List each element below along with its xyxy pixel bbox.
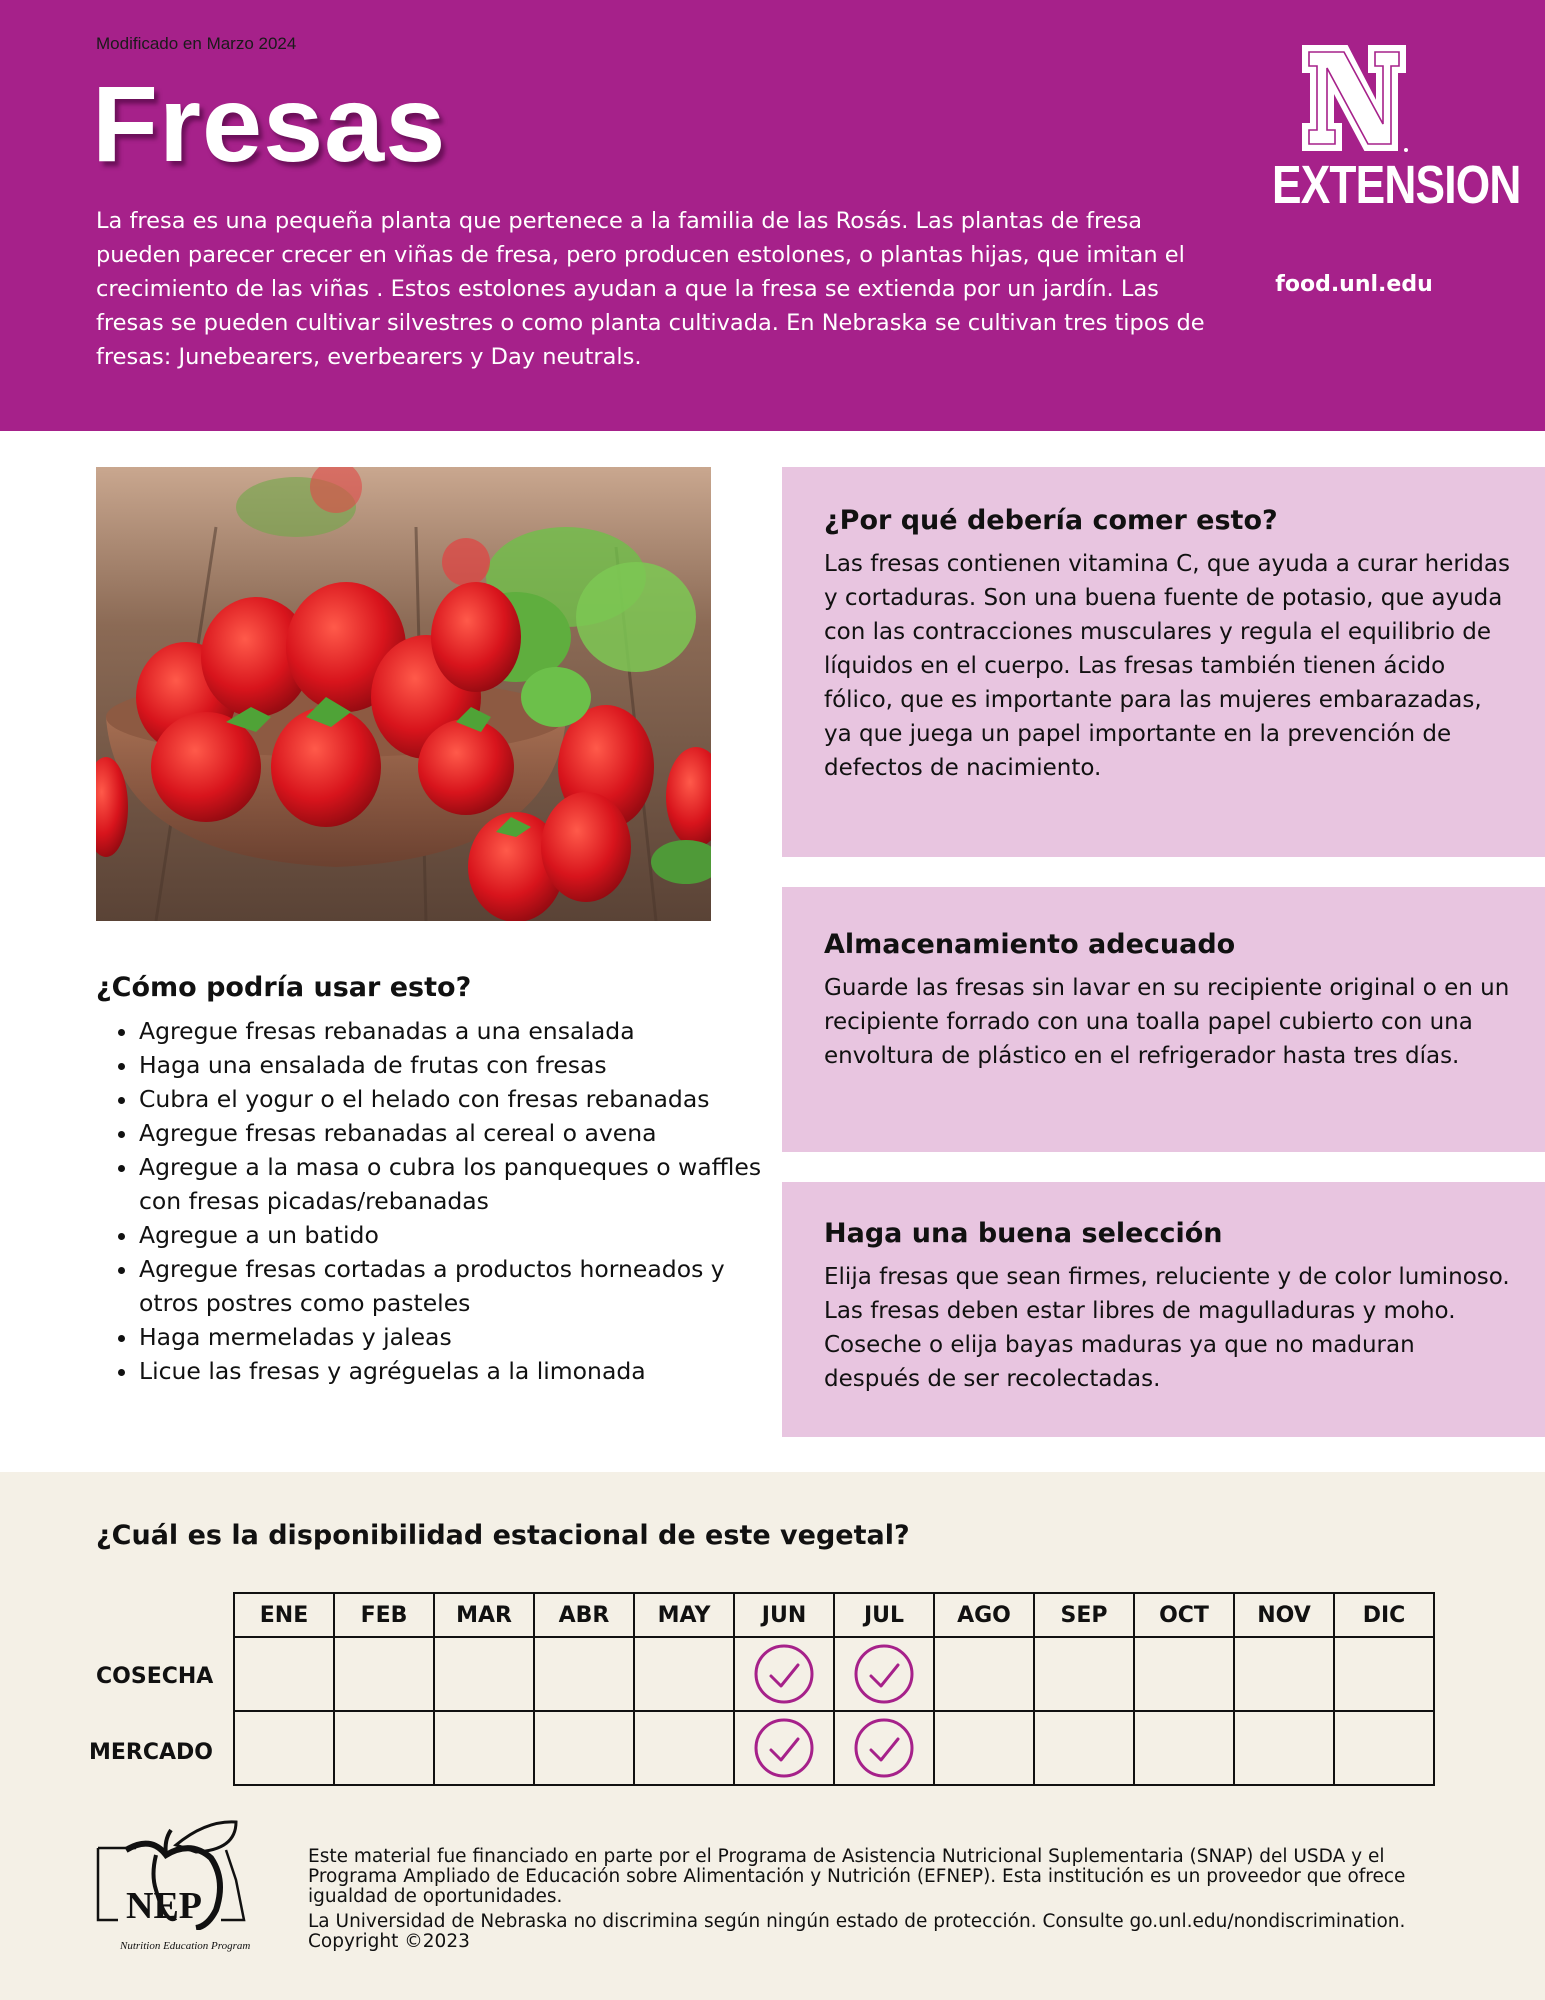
- month-header-oct: OCT: [1134, 1593, 1234, 1637]
- month-header-may: MAY: [634, 1593, 734, 1637]
- season-cell-cosecha-nov: [1234, 1637, 1334, 1711]
- intro-paragraph: La fresa es una pequeña planta que pertenece a la familia de las Rosás. Las plantas de fresa pueden parecer crecer en viñas de fresa, pero producen estolones, o plantas hijas, que imitan el crecimiento de las viñas . Estos estolones ayudan a que la fresa se extienda por un jardín. Las fresas se pueden cultivar silvestres o como planta cultivada. En Nebraska se cultivan tres tipos de fresas: Junebearers, everbearers y Day neutrals.: [96, 208, 1205, 370]
- list-item: • Agregue fresas cortadas a productos horneados y otros postres como pasteles: [139, 1252, 779, 1320]
- page-title: Fresas: [92, 63, 447, 184]
- uses-heading: ¿Cómo podría usar esto?: [96, 972, 472, 1003]
- list-item: • Haga mermeladas y jaleas: [139, 1320, 779, 1354]
- list-item: • Haga una ensalada de frutas con fresas: [139, 1048, 779, 1082]
- month-header-abr: ABR: [534, 1593, 634, 1637]
- season-cell-mercado-dic: [1334, 1711, 1434, 1785]
- seasonal-section: [0, 1472, 1545, 2000]
- season-cell-cosecha-ene: [234, 1637, 334, 1711]
- storage-box: [782, 887, 1545, 1152]
- season-cell-mercado-sep: [1034, 1711, 1134, 1785]
- season-cell-mercado-feb: [334, 1711, 434, 1785]
- season-cell-cosecha-jun: [734, 1637, 834, 1711]
- list-item: • Agregue fresas rebanadas al cereal o avena: [139, 1116, 779, 1150]
- selection-body: Elija fresas que sean firmes, reluciente y de color luminoso. Las fresas deben estar libres de magulladuras y moho. Coseche o elija bayas maduras ya que no maduran después de ser recolectadas.: [824, 1264, 1510, 1392]
- strawberry-bowl-photo: [96, 467, 711, 921]
- season-cell-cosecha-feb: [334, 1637, 434, 1711]
- season-cell-cosecha-mar: [434, 1637, 534, 1711]
- list-item: • Licue las fresas y agréguelas a la limonada: [139, 1354, 779, 1388]
- website-link[interactable]: food.unl.edu: [1275, 272, 1433, 297]
- storage-body: Guarde las fresas sin lavar en su recipiente original o en un recipiente forrado con una toalla papel cubierto con una envoltura de plástico en el refrigerador hasta tres días.: [824, 975, 1510, 1069]
- table-row: [234, 1637, 1434, 1711]
- season-cell-cosecha-jul: [834, 1637, 934, 1711]
- nep-subtitle: Nutrition Education Program: [120, 1940, 251, 1952]
- nebraska-n-icon: [1299, 42, 1409, 154]
- selection-heading: Haga una buena selección: [824, 1218, 1223, 1249]
- month-header-jul: JUL: [834, 1593, 934, 1637]
- uses-list: [96, 1014, 779, 1388]
- season-cell-mercado-jul: [834, 1711, 934, 1785]
- list-item: • Agregue a un batido: [139, 1218, 779, 1252]
- modified-date: Modificado en Marzo 2024: [96, 34, 297, 53]
- list-item: • Agregue a la masa o cubra los panqueques o waffles con fresas picadas/rebanadas: [139, 1150, 779, 1218]
- list-item: • Agregue fresas rebanadas a una ensalada: [139, 1014, 779, 1048]
- seasonal-availability-table: [233, 1592, 1435, 1786]
- month-header-ene: ENE: [234, 1593, 334, 1637]
- seasonal-heading: ¿Cuál es la disponibilidad estacional de este vegetal?: [96, 1520, 910, 1551]
- season-cell-cosecha-oct: [1134, 1637, 1234, 1711]
- selection-box: [782, 1182, 1545, 1437]
- month-header-ago: AGO: [934, 1593, 1034, 1637]
- month-header-feb: FEB: [334, 1593, 434, 1637]
- table-row: [234, 1711, 1434, 1785]
- nondiscrimination-statement: La Universidad de Nebraska no discrimina según ningún estado de protección. Consulte go.unl.edu/nondiscrimination. Copyright ©2023: [308, 1911, 1406, 1952]
- nep-logo-icon: [96, 1820, 281, 1930]
- season-cell-mercado-mar: [434, 1711, 534, 1785]
- list-item: • Cubra el yogur o el helado con fresas rebanadas: [139, 1082, 779, 1116]
- storage-heading: Almacenamiento adecuado: [824, 929, 1236, 960]
- row-label-mercado: MERCADO: [89, 1740, 213, 1765]
- check-circle-icon: [754, 1718, 814, 1778]
- row-label-cosecha: COSECHA: [96, 1664, 214, 1689]
- strawberry-photo-illustration: [96, 467, 711, 921]
- funding-statement: Este material fue financiado en parte por el Programa de Asistencia Nutricional Suplementaria (SNAP) del USDA y el Programa Ampliado de Educación sobre Alimentación y Nutrición (EFNEP). Esta institución es un proveedor que ofrece igualdad de oportunidades.: [308, 1846, 1406, 1907]
- season-cell-mercado-oct: [1134, 1711, 1234, 1785]
- month-header-mar: MAR: [434, 1593, 534, 1637]
- header-banner: [0, 0, 1545, 431]
- extension-wordmark: EXTENSION: [1272, 155, 1521, 215]
- season-cell-cosecha-ago: [934, 1637, 1034, 1711]
- season-cell-mercado-ene: [234, 1711, 334, 1785]
- funding-disclaimer: [308, 1847, 1428, 1957]
- svg-text:NEP: NEP: [126, 1885, 202, 1927]
- why-eat-box: [782, 467, 1545, 857]
- season-cell-mercado-ago: [934, 1711, 1034, 1785]
- season-cell-cosecha-may: [634, 1637, 734, 1711]
- season-cell-mercado-may: [634, 1711, 734, 1785]
- check-circle-icon: [854, 1644, 914, 1704]
- why-eat-body: Las fresas contienen vitamina C, que ayuda a curar heridas y cortaduras. Son una buena fuente de potasio, que ayuda con las contracciones musculares y regula el equilibrio de líquidos en el cuerpo. Las fresas también tienen ácido fólico, que es importante para las mujeres embarazadas, ya que juega un papel importante en la prevención de defectos de nacimiento.: [824, 551, 1510, 781]
- nebraska-extension-logo: [1254, 42, 1521, 215]
- check-circle-icon: [754, 1644, 814, 1704]
- season-cell-mercado-abr: [534, 1711, 634, 1785]
- why-eat-heading: ¿Por qué debería comer esto?: [824, 505, 1278, 536]
- season-cell-cosecha-abr: [534, 1637, 634, 1711]
- month-header-sep: SEP: [1034, 1593, 1134, 1637]
- month-header-nov: NOV: [1234, 1593, 1334, 1637]
- month-header-dic: DIC: [1334, 1593, 1434, 1637]
- season-cell-cosecha-dic: [1334, 1637, 1434, 1711]
- month-header-row: [234, 1593, 1434, 1637]
- season-cell-mercado-nov: [1234, 1711, 1334, 1785]
- season-cell-cosecha-sep: [1034, 1637, 1134, 1711]
- check-circle-icon: [854, 1718, 914, 1778]
- season-cell-mercado-jun: [734, 1711, 834, 1785]
- month-header-jun: JUN: [734, 1593, 834, 1637]
